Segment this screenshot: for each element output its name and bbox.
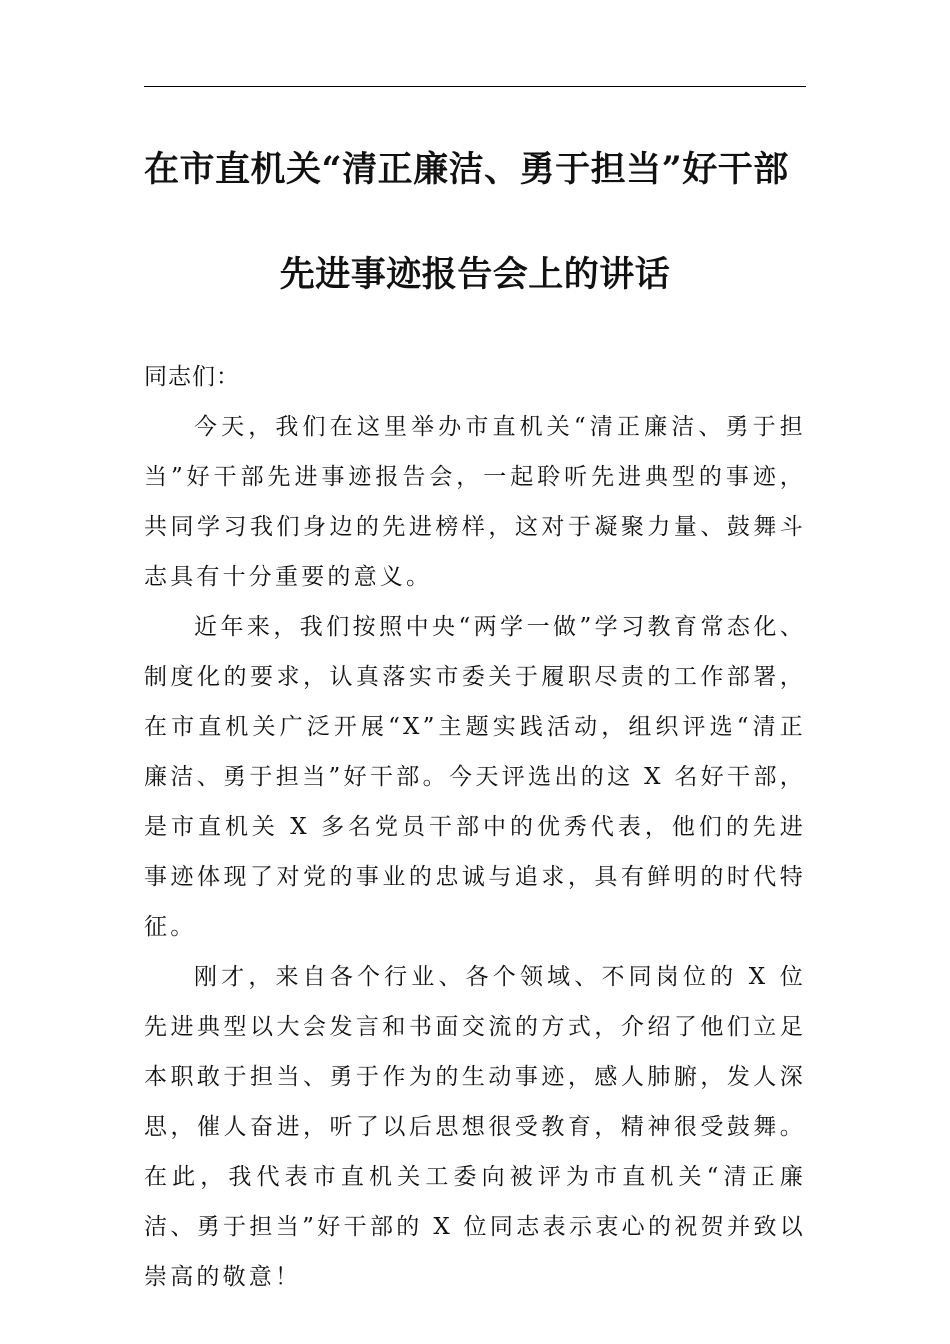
- salutation: 同志们：: [144, 364, 240, 390]
- paragraph-2: 近年来，我们按照中央“两学一做”学习教育常态化、制度化的要求，认真落实市委关于履职尽责的工作部署，在市直机关广泛开展“X”主题实践活动，组织评选“清正廉洁、勇于担当”好干部。今天评选出的这 X 名好干部，是市直机关 X 多名党员干部中的优秀代表，他们的先进事迹体现了对党的事业的忠诚与追求，具有鲜明的时代特征。: [144, 614, 806, 940]
- paragraph-1: 今天，我们在这里举办市直机关“清正廉洁、勇于担当”好干部先进事迹报告会，一起聆听先进典型的事迹，共同学习我们身边的先进榜样，这对于凝聚力量、鼓舞斗志具有十分重要的意义。: [144, 414, 806, 590]
- document-subtitle: 先进事迹报告会上的讲话: [279, 254, 671, 295]
- document-body: [144, 352, 806, 1302]
- document-title: 在市直机关“清正廉洁、勇于担当”好干部: [144, 149, 789, 190]
- header-rule: [144, 86, 806, 87]
- paragraph-3: 刚才，来自各个行业、各个领域、不同岗位的 X 位先进典型以大会发言和书面交流的方式，介绍了他们立足本职敢于担当、勇于作为的生动事迹，感人肺腑，发人深思，催人奋进，听了以后思想很受教育，精神很受鼓舞。在此，我代表市直机关工委向被评为市直机关“清正廉洁、勇于担当”好干部的 X 位同志表示衷心的祝贺并致以崇高的敬意！: [144, 964, 806, 1290]
